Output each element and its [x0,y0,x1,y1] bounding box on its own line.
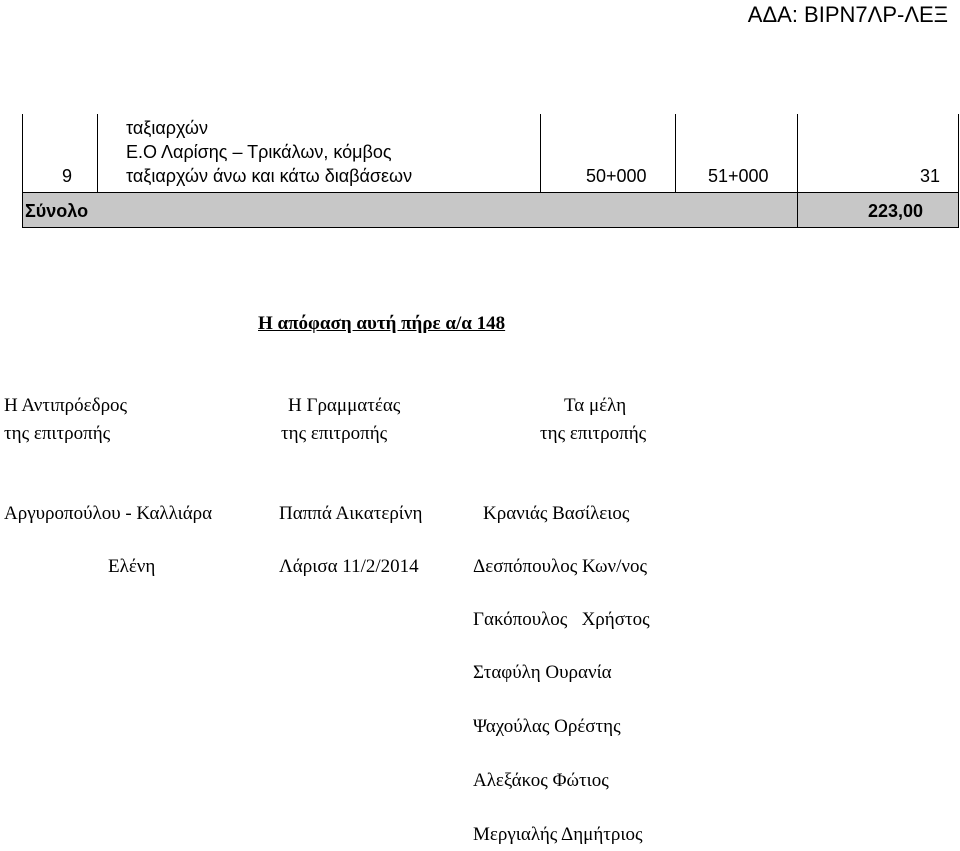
member-name: Μεργιαλής Δημήτριος [473,824,643,845]
row-description-line-1: ταξιαρχών [126,118,208,138]
vice-president-name-line-2: Ελένη [108,556,156,577]
vice-president-title: Η Αντιπρόεδρος [4,395,128,416]
row-to-km: 51+000 [708,166,769,186]
member-name: Γακόπουλος Χρήστος [473,609,650,630]
secretary-name: Παππά Αικατερίνη [279,503,423,524]
row-description-line-2: Ε.Ο Λαρίσης – Τρικάλων, κόμβος [126,142,392,162]
member-name: Ψαχούλας Ορέστης [473,716,621,737]
ada-code: ΑΔΑ: ΒΙΡΝ7ΛΡ-ΛΕΞ [747,2,948,27]
total-row [22,192,958,227]
row-description-line-3: ταξιαρχών άνω και κάτω διαβάσεων [126,166,413,186]
total-label: Σύνολο [25,201,89,221]
decision-number: Η απόφαση αυτή πήρε α/α 148 [258,313,506,334]
place-date: Λάρισα 11/2/2014 [279,556,419,577]
members-committee: της επιτροπής [540,423,647,444]
member-name: Κρανιάς Βασίλειος [483,503,630,524]
total-value: 223,00 [868,201,924,221]
roads-table [22,114,959,228]
members-title: Τα μέλη [564,395,627,416]
member-name: Αλεξάκος Φώτιος [473,770,609,791]
row-number: 9 [62,166,73,186]
member-name: Δεσπόπουλος Κων/νος [473,556,648,577]
member-name: Σταφύλη Ουρανία [473,662,612,683]
row-value: 31 [920,166,941,186]
vice-president-committee: της επιτροπής [4,423,111,444]
vice-president-name-line-1: Αργυροπούλου - Καλλιάρα [4,503,213,524]
row-from-km: 50+000 [586,166,647,186]
secretary-title: Η Γραμματέας [288,395,401,416]
secretary-committee: της επιτροπής [281,423,388,444]
